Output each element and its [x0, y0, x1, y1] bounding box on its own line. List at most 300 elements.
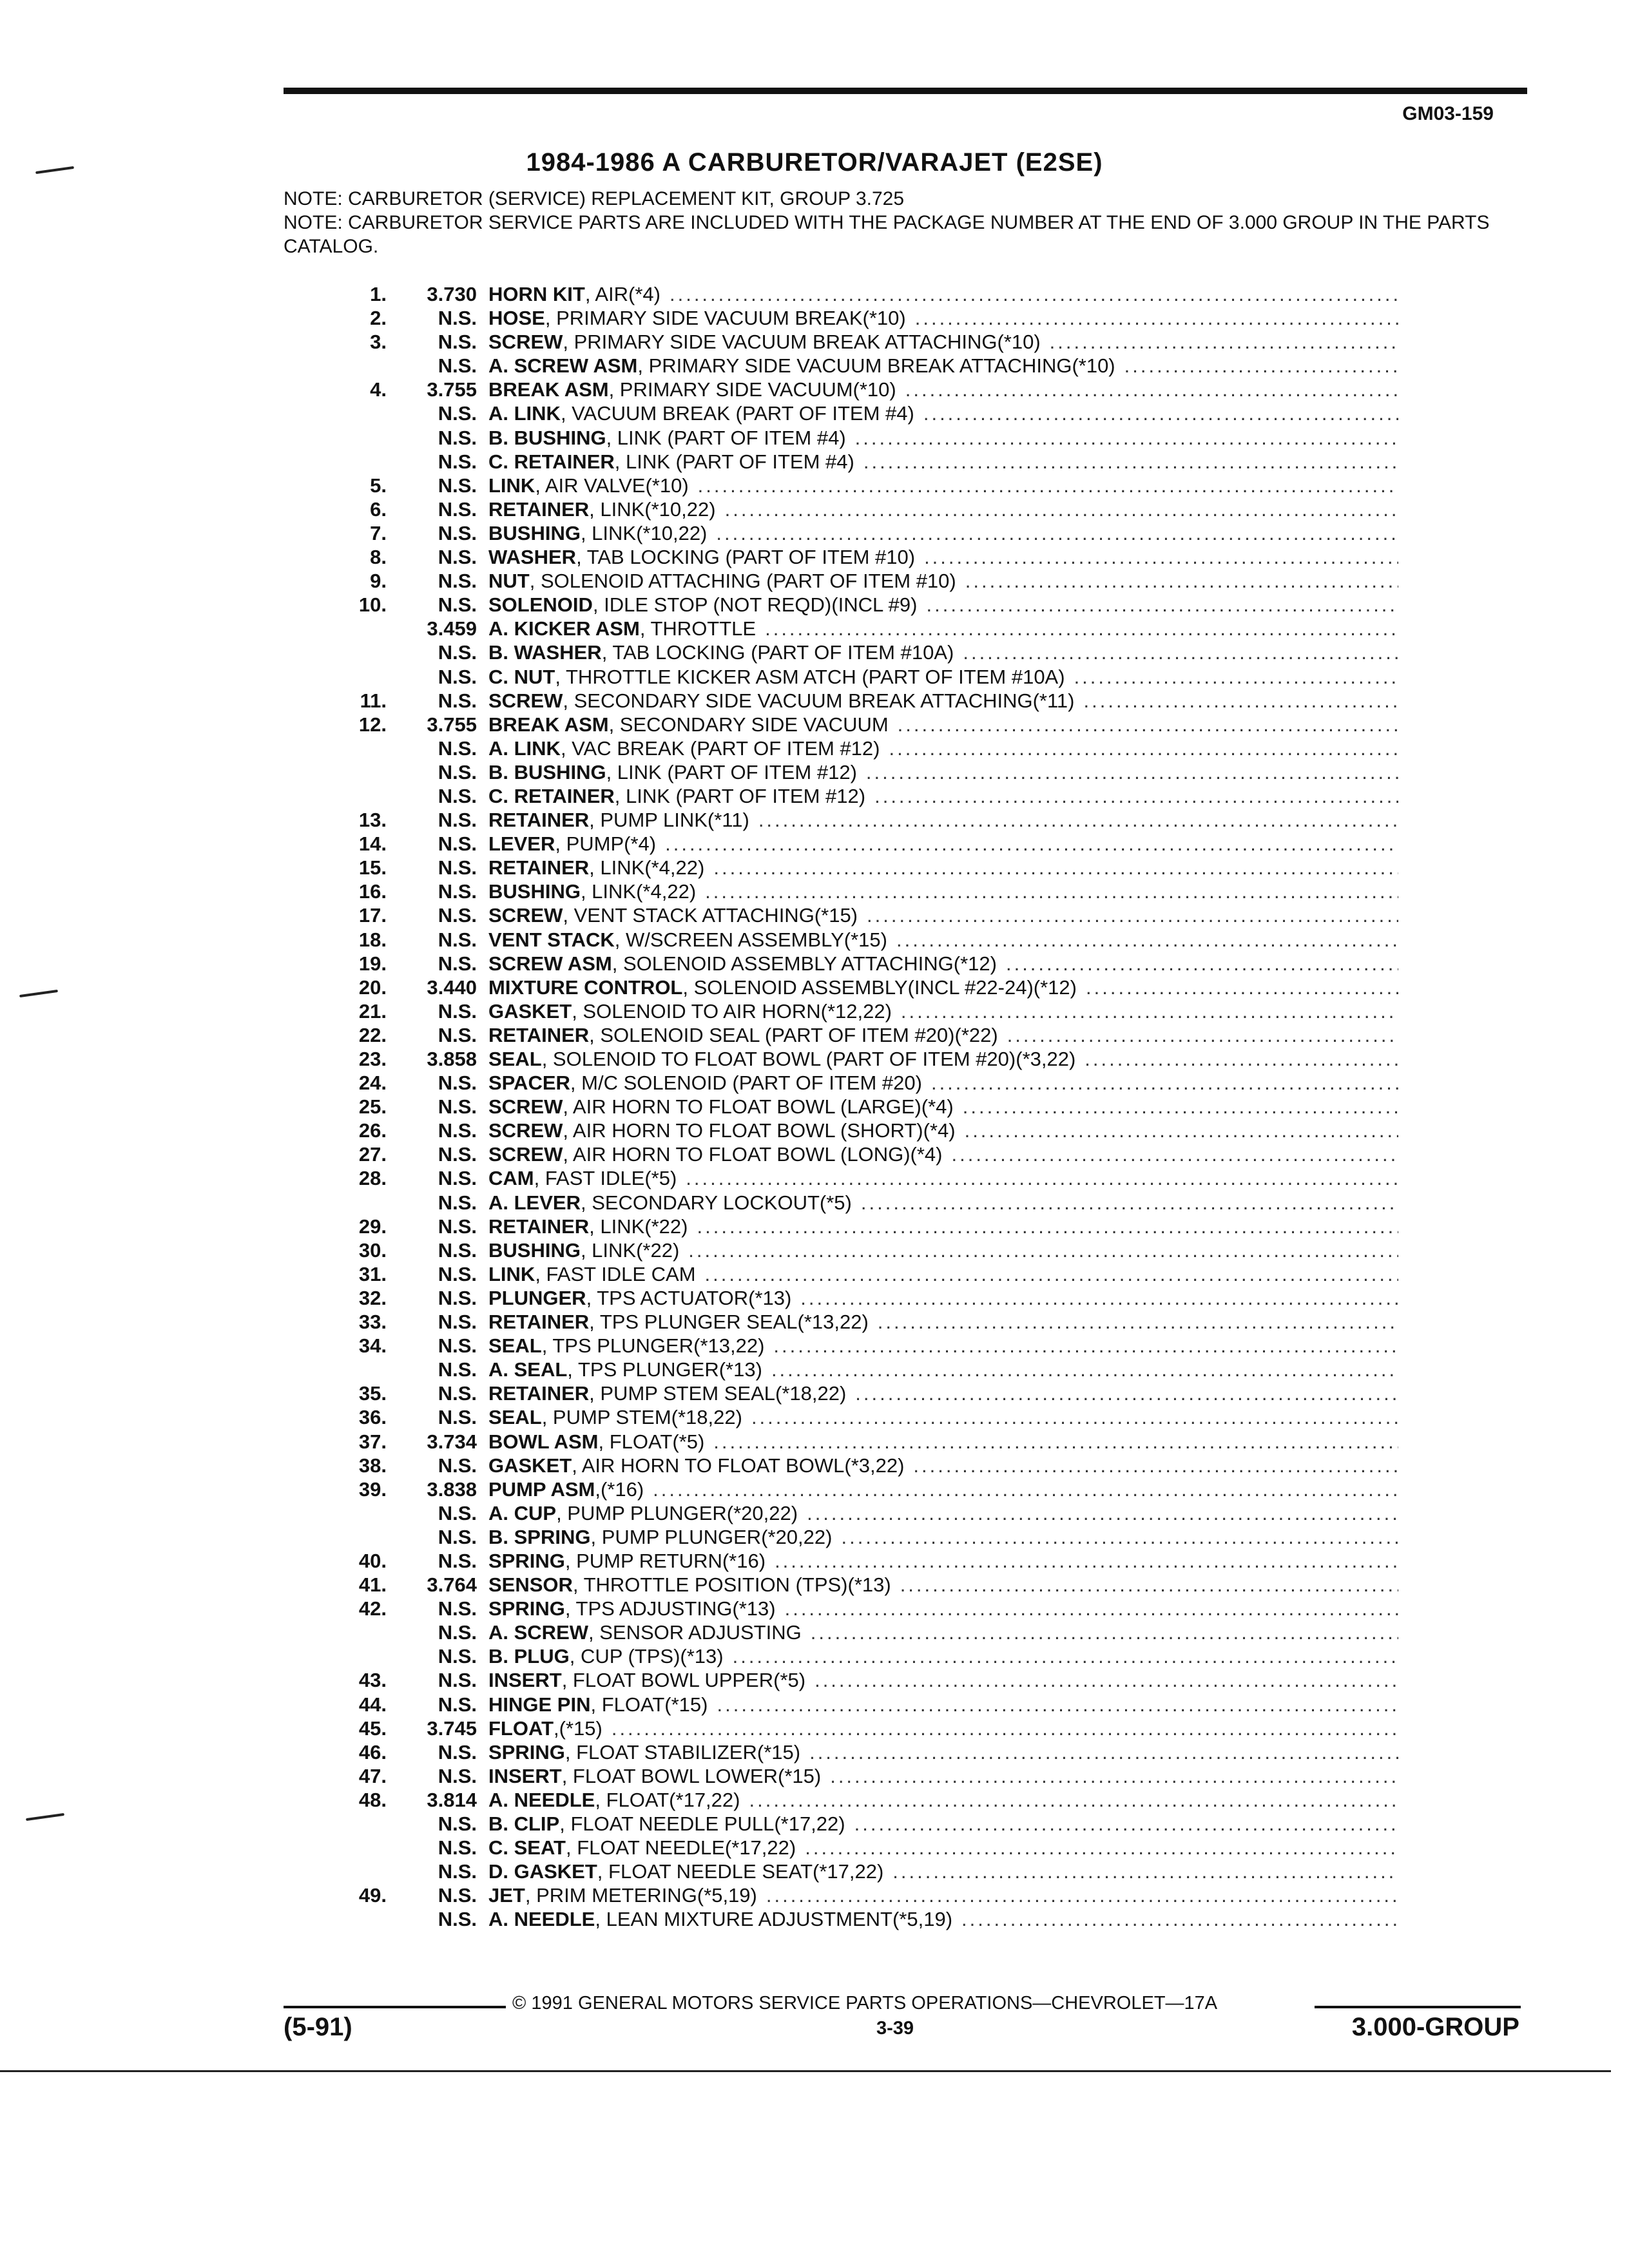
note-line: NOTE: CARBURETOR (SERVICE) REPLACEMENT KIT, GROUP 3.725 [284, 188, 905, 209]
item-number [335, 1644, 387, 1668]
part-row [335, 1693, 1398, 1716]
part-name: SCREW ASM [488, 952, 612, 975]
parts-list [335, 282, 1398, 1931]
item-number: 48. [358, 1788, 387, 1811]
part-name: B. BUSHING [488, 426, 606, 449]
part-description [477, 1047, 1398, 1071]
part-name: GASKET [488, 1454, 572, 1477]
part-description [477, 1142, 1398, 1166]
part-description [477, 1693, 1398, 1716]
leader-dots [855, 1381, 1398, 1405]
part-description [477, 593, 1398, 617]
group-number: N.S. [438, 1023, 477, 1046]
part-description [477, 521, 1398, 545]
part-detail: , LINK(*22) [580, 1238, 680, 1262]
part-row [335, 306, 1398, 330]
part-detail: , FAST IDLE CAM [535, 1262, 696, 1285]
part-row [335, 784, 1398, 808]
page-title: 1984-1986 A CARBURETOR/VARAJET (E2SE) [526, 148, 1103, 177]
part-detail: , TPS ACTUATOR(*13) [586, 1286, 792, 1309]
part-description [477, 1238, 1398, 1262]
leader-dots [926, 593, 1398, 617]
part-detail: , LEAN MIXTURE ADJUSTMENT(*5,19) [595, 1908, 953, 1931]
part-detail: , THROTTLE [639, 617, 757, 640]
part-row [335, 521, 1398, 545]
part-row [335, 1310, 1398, 1334]
part-name: HOSE [488, 307, 545, 330]
leader-dots [867, 903, 1398, 927]
part-detail: , PUMP STEM SEAL(*18,22) [589, 1382, 847, 1405]
part-row [335, 354, 1398, 378]
part-name: RETAINER [488, 1023, 590, 1046]
part-name: GASKET [488, 999, 572, 1023]
part-detail: , VAC BREAK (PART OF ITEM #12) [560, 736, 880, 760]
part-name: SPRING [488, 1740, 565, 1763]
leader-dots [896, 928, 1398, 952]
part-detail: , SOLENOID ATTACHING (PART OF ITEM #10) [529, 570, 956, 593]
part-row [335, 593, 1398, 617]
part-row [335, 617, 1398, 640]
part-name: D. GASKET [488, 1860, 597, 1883]
part-name: PUMP ASM [488, 1477, 595, 1501]
part-name: C. NUT [488, 665, 555, 688]
part-detail: , CUP (TPS)(*13) [569, 1645, 724, 1668]
note-line: NOTE: CARBURETOR SERVICE PARTS ARE INCLUDED WITH THE PACKAGE NUMBER AT THE END OF 3.000 GROUP IN THE PARTS CATALOG. [284, 212, 1490, 257]
part-detail: , SECONDARY LOCKOUT(*5) [580, 1191, 852, 1214]
group-number: N.S. [438, 1621, 477, 1644]
item-number [335, 401, 387, 425]
group-number: N.S. [438, 1406, 477, 1429]
page-code: GM03-159 [1402, 103, 1494, 124]
part-row [335, 1047, 1398, 1071]
leader-dots [653, 1477, 1398, 1501]
part-detail: , SENSOR ADJUSTING [588, 1621, 802, 1644]
part-detail: , SOLENOID ASSEMBLY ATTACHING(*12) [612, 952, 997, 975]
group-number: 3.755 [427, 713, 477, 736]
item-number: 7. [370, 521, 387, 544]
binder-mark [19, 990, 58, 997]
group-number: N.S. [438, 641, 477, 664]
leader-dots [931, 1071, 1398, 1095]
item-number [335, 1836, 387, 1860]
part-row [335, 1215, 1398, 1238]
item-number [335, 665, 387, 689]
part-row [335, 713, 1398, 736]
item-number: 42. [358, 1597, 387, 1620]
group-number: N.S. [438, 856, 477, 879]
notes [284, 187, 1540, 258]
part-name: SENSOR [488, 1573, 573, 1597]
group-number: 3.814 [427, 1788, 477, 1811]
group-number: N.S. [438, 1836, 477, 1860]
date-code: (5-91) [284, 2013, 352, 2041]
item-number: 45. [358, 1716, 387, 1740]
part-row [335, 1166, 1398, 1190]
part-name: B. SPRING [488, 1525, 591, 1548]
leader-dots [612, 1716, 1398, 1740]
part-description [477, 354, 1398, 378]
item-number: 12. [358, 713, 387, 736]
part-name: PLUNGER [488, 1286, 586, 1309]
group-number: N.S. [438, 1812, 477, 1835]
leader-dots [713, 1430, 1398, 1454]
part-description [477, 378, 1398, 401]
part-detail: , PRIM METERING(*5,19) [525, 1884, 757, 1907]
part-detail: , AIR HORN TO FLOAT BOWL (LONG)(*4) [563, 1143, 943, 1166]
group-number: N.S. [438, 1501, 477, 1524]
part-name: BUSHING [488, 880, 581, 903]
part-row [335, 999, 1398, 1023]
part-description [477, 903, 1398, 927]
part-row [335, 569, 1398, 593]
part-name: A. LINK [488, 402, 561, 425]
leader-dots [733, 1644, 1398, 1668]
item-number: 9. [370, 570, 387, 593]
footer-rule-left [284, 2006, 506, 2008]
leader-dots [1050, 330, 1398, 354]
item-number: 27. [358, 1143, 387, 1166]
item-number: 40. [358, 1549, 387, 1572]
part-name: INSERT [488, 1669, 562, 1692]
part-description [477, 1023, 1398, 1047]
part-name: HORN KIT [488, 283, 585, 305]
item-number: 3. [370, 331, 387, 354]
part-name: CAM [488, 1167, 534, 1190]
group-number: N.S. [438, 832, 477, 856]
part-detail: , SECONDARY SIDE VACUUM BREAK ATTACHING(*11) [563, 689, 1075, 712]
part-row [335, 1525, 1398, 1549]
part-name: B. WASHER [488, 641, 602, 664]
part-row [335, 1334, 1398, 1358]
item-number: 36. [358, 1406, 387, 1429]
footer-rule-right [1315, 2006, 1521, 2008]
part-description [477, 282, 1398, 306]
part-name: BOWL ASM [488, 1430, 599, 1453]
item-number: 20. [358, 975, 387, 999]
part-detail: , PRIMARY SIDE VACUUM(*10) [608, 378, 896, 401]
part-detail: , LINK (PART OF ITEM #12) [614, 784, 866, 807]
part-name: WASHER [488, 546, 577, 569]
item-number: 13. [358, 809, 387, 832]
leader-dots [705, 879, 1398, 903]
item-number [335, 1860, 387, 1883]
group-number: N.S. [438, 952, 477, 975]
part-description [477, 952, 1398, 975]
item-number: 22. [358, 1023, 387, 1046]
leader-dots [773, 1334, 1398, 1358]
part-description [477, 832, 1398, 856]
group-number: N.S. [438, 1669, 477, 1692]
part-row [335, 689, 1398, 713]
item-number: 2. [370, 307, 387, 330]
part-name: RETAINER [488, 856, 590, 879]
item-number [335, 1907, 387, 1931]
part-row [335, 808, 1398, 832]
part-detail: , LINK (PART OF ITEM #4) [614, 450, 854, 473]
item-number [335, 736, 387, 760]
item-number [335, 1191, 387, 1215]
item-number: 33. [358, 1311, 387, 1334]
part-row [335, 1238, 1398, 1262]
part-detail: , FAST IDLE(*5) [534, 1167, 677, 1190]
part-name: RETAINER [488, 809, 590, 832]
part-row [335, 1716, 1398, 1740]
item-number [335, 1501, 387, 1525]
item-number: 30. [358, 1238, 387, 1262]
leader-dots [861, 1191, 1398, 1215]
part-row [335, 1286, 1398, 1310]
part-description [477, 1095, 1398, 1119]
leader-dots [1084, 689, 1399, 713]
leader-dots [717, 1693, 1399, 1716]
part-name: A. LEVER [488, 1191, 581, 1214]
part-detail: , AIR HORN TO FLOAT BOWL(*3,22) [572, 1454, 905, 1477]
part-name: SPACER [488, 1072, 570, 1095]
part-name: HINGE PIN [488, 1693, 591, 1716]
part-row [335, 928, 1398, 952]
group-number: N.S. [438, 1262, 477, 1285]
part-row [335, 832, 1398, 856]
item-number: 41. [358, 1573, 387, 1597]
group-number: N.S. [438, 546, 477, 569]
leader-dots [809, 1740, 1398, 1764]
item-number: 26. [358, 1119, 387, 1142]
item-number [335, 1812, 387, 1836]
leader-dots [841, 1525, 1398, 1549]
part-row [335, 1836, 1398, 1860]
group-number: N.S. [438, 904, 477, 927]
copyright: © 1991 GENERAL MOTORS SERVICE PARTS OPERATIONS—CHEVROLET—17A [512, 1993, 1218, 2013]
part-name: A. SEAL [488, 1358, 568, 1381]
group-number: 3.764 [427, 1573, 477, 1597]
leader-dots [963, 640, 1398, 664]
part-detail: , IDLE STOP (NOT REQD)(INCL #9) [592, 593, 918, 617]
part-row [335, 1812, 1398, 1836]
part-row [335, 1142, 1398, 1166]
part-description [477, 689, 1398, 713]
part-detail: ,(*16) [595, 1477, 644, 1501]
item-number: 44. [358, 1693, 387, 1716]
part-description [477, 760, 1398, 784]
part-name: SCREW [488, 1095, 563, 1119]
part-detail: , TPS ADJUSTING(*13) [564, 1597, 776, 1620]
leader-dots [855, 426, 1398, 450]
leader-dots [963, 1095, 1398, 1119]
group-number: N.S. [438, 784, 477, 807]
part-row [335, 1740, 1398, 1764]
part-description [477, 665, 1398, 689]
item-number [335, 760, 387, 784]
group-number: N.S. [438, 1525, 477, 1548]
group-number: N.S. [438, 1286, 477, 1309]
part-description [477, 1788, 1398, 1812]
item-number: 15. [358, 856, 387, 879]
group-number: N.S. [438, 880, 477, 903]
leader-dots [951, 1142, 1398, 1166]
part-detail: , SECONDARY SIDE VACUUM [608, 713, 889, 736]
leader-dots [913, 1454, 1398, 1477]
part-detail: , SOLENOID SEAL (PART OF ITEM #20)(*22) [589, 1023, 998, 1046]
part-name: A. LINK [488, 736, 561, 760]
part-description [477, 617, 1398, 640]
leader-dots [878, 1310, 1398, 1334]
leader-dots [785, 1597, 1398, 1620]
part-name: SCREW [488, 904, 563, 927]
page-number: 3-39 [876, 2018, 914, 2039]
leader-dots [965, 1119, 1398, 1142]
part-detail: , SOLENOID TO FLOAT BOWL (PART OF ITEM #20)(*3,22) [541, 1048, 1076, 1070]
group-number: N.S. [438, 354, 477, 378]
part-row [335, 903, 1398, 927]
part-name: A. SCREW [488, 1621, 588, 1644]
part-detail: , PUMP PLUNGER(*20,22) [590, 1525, 833, 1548]
part-description [477, 1215, 1398, 1238]
part-description [477, 474, 1398, 497]
group-number: N.S. [438, 1167, 477, 1190]
leader-dots [1074, 665, 1398, 689]
group-number: N.S. [438, 1311, 477, 1334]
item-number: 43. [358, 1669, 387, 1692]
part-detail: , FLOAT(*17,22) [595, 1788, 740, 1811]
part-description [477, 1501, 1398, 1525]
group-number: N.S. [438, 1645, 477, 1668]
part-name: C. RETAINER [488, 450, 615, 473]
part-row [335, 975, 1398, 999]
part-description [477, 1358, 1398, 1381]
part-detail: , AIR HORN TO FLOAT BOWL (LARGE)(*4) [563, 1095, 954, 1119]
part-row [335, 1860, 1398, 1883]
part-detail: , PUMP RETURN(*16) [564, 1549, 766, 1572]
binder-mark [26, 1813, 64, 1821]
leader-dots [1086, 975, 1398, 999]
part-detail: , FLOAT NEEDLE PULL(*17,22) [559, 1812, 845, 1835]
group-number: N.S. [438, 689, 477, 712]
part-description [477, 640, 1398, 664]
item-number: 8. [370, 546, 387, 569]
part-name: SCREW [488, 1119, 563, 1142]
part-description [477, 1764, 1398, 1788]
leader-dots [725, 497, 1398, 521]
group-number: N.S. [438, 1143, 477, 1166]
group-number: N.S. [438, 1740, 477, 1763]
leader-dots [923, 401, 1398, 425]
part-name: B. CLIP [488, 1812, 560, 1835]
group-number: N.S. [438, 497, 477, 521]
group-number: N.S. [438, 570, 477, 593]
item-number: 25. [358, 1095, 387, 1119]
item-number: 31. [358, 1262, 387, 1285]
part-row [335, 1381, 1398, 1405]
part-description [477, 1454, 1398, 1477]
part-row [335, 1573, 1398, 1597]
group-number: N.S. [438, 999, 477, 1023]
leader-dots [915, 306, 1398, 330]
part-row [335, 378, 1398, 401]
part-description [477, 545, 1398, 569]
item-number: 17. [358, 904, 387, 927]
item-number [335, 617, 387, 640]
part-row [335, 426, 1398, 450]
part-name: LINK [488, 474, 535, 497]
part-name: SPRING [488, 1597, 565, 1620]
part-description [477, 1477, 1398, 1501]
item-number: 21. [358, 999, 387, 1023]
leader-dots [697, 1215, 1399, 1238]
part-name: FLOAT [488, 1716, 554, 1740]
item-number: 6. [370, 497, 387, 521]
group-number: N.S. [438, 474, 477, 497]
part-name: LEVER [488, 832, 555, 856]
group-number: 3.755 [427, 378, 477, 401]
group-number: N.S. [438, 307, 477, 330]
group-number: N.S. [438, 1860, 477, 1883]
part-detail: ,(*15) [554, 1716, 602, 1740]
part-row [335, 640, 1398, 664]
leader-dots [805, 1836, 1398, 1860]
part-name: RETAINER [488, 1382, 590, 1405]
item-number: 19. [358, 952, 387, 975]
leader-dots [866, 760, 1398, 784]
part-description [477, 1597, 1398, 1620]
leader-dots [905, 378, 1398, 401]
leader-dots [830, 1764, 1398, 1788]
part-description [477, 497, 1398, 521]
group-number: N.S. [438, 760, 477, 783]
part-name: RETAINER [488, 1311, 590, 1334]
part-row [335, 665, 1398, 689]
part-detail: , PRIMARY SIDE VACUUM BREAK ATTACHING(*10) [563, 331, 1041, 354]
leader-dots [766, 1883, 1398, 1907]
part-name: BREAK ASM [488, 378, 609, 401]
leader-dots [1084, 1047, 1398, 1071]
part-description [477, 1525, 1398, 1549]
item-number [335, 784, 387, 808]
item-number: 16. [358, 880, 387, 903]
group-number: N.S. [438, 1119, 477, 1142]
group-number: N.S. [438, 1238, 477, 1262]
part-row [335, 760, 1398, 784]
leader-dots [901, 999, 1398, 1023]
item-number: 49. [358, 1884, 387, 1907]
part-description [477, 306, 1398, 330]
part-row [335, 1597, 1398, 1620]
part-detail: , PUMP LINK(*11) [589, 809, 749, 832]
part-detail: , AIR HORN TO FLOAT BOWL (SHORT)(*4) [563, 1119, 956, 1142]
part-detail: , LINK(*22) [589, 1215, 688, 1238]
part-description [477, 1310, 1398, 1334]
part-detail: , PUMP PLUNGER(*20,22) [556, 1501, 798, 1524]
part-row [335, 1405, 1398, 1429]
part-description [477, 1191, 1398, 1215]
part-name: A. KICKER ASM [488, 617, 640, 640]
part-description [477, 1286, 1398, 1310]
part-name: SPRING [488, 1549, 565, 1572]
group-number: N.S. [438, 1764, 477, 1787]
item-number: 39. [358, 1477, 387, 1501]
part-detail: , AIR VALVE(*10) [535, 474, 689, 497]
group-number: N.S. [438, 809, 477, 832]
part-description [477, 401, 1398, 425]
group-number: 3.858 [427, 1048, 477, 1070]
part-name: C. SEAT [488, 1836, 566, 1860]
leader-dots [670, 282, 1398, 306]
part-detail: , SOLENOID ASSEMBLY(INCL #22-24)(*12) [682, 975, 1077, 999]
item-number: 24. [358, 1072, 387, 1095]
group-number: 3.730 [427, 283, 477, 305]
part-detail: , PRIMARY SIDE VACUUM BREAK(*10) [545, 307, 906, 330]
part-detail: , TPS PLUNGER(*13,22) [541, 1334, 765, 1358]
bottom-rule [0, 2070, 1611, 2072]
